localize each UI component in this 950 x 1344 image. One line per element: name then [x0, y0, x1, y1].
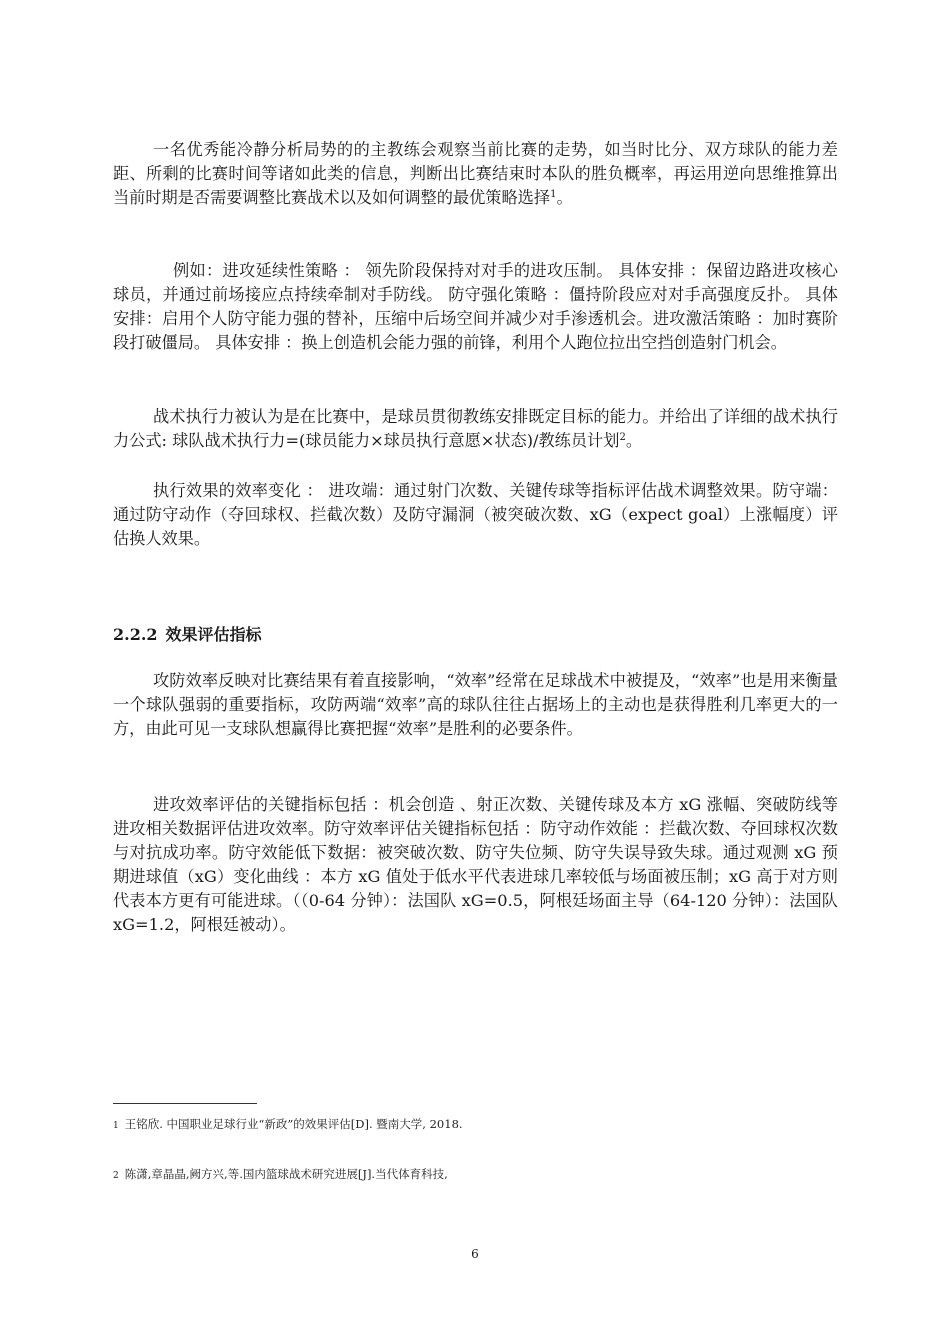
- paragraph-strategy-examples: 例如：进攻延续性策略 ： 领先阶段保持对对手的进攻压制。 具体安排 ：保留边路进攻核心球员，并通过前场接应点持续牵制对手防线。 防守强化策略 ：僵持阶段应对对手高强度反扑。 具体安排：启用个人防守能力强的替补，压缩中后场空间并减少对手渗透机会。进攻激活策略 ：加时赛阶段打破僵局。 具体安排 ：换上创造机会能力强的前锋，利用个人跑位拉出空挡创造射门机会。: [113, 261, 838, 352]
- footnote-number: 2: [113, 1171, 119, 1181]
- paragraph-end: 。: [556, 188, 573, 207]
- footnote-1: [113, 1116, 838, 1134]
- paragraph-strategy-analysis: [113, 138, 838, 210]
- paragraph-efficiency-importance: 攻防效率反映对比赛结果有着直接影响，“效率”经常在足球战术中被提及，“效率”也是用来衡量一个球队强弱的重要指标，攻防两端“效率”高的球队往往占据场上的主动也是获得胜利几率更大的一方，由此可见一支球队想赢得比赛把握“效率”是胜利的必要条件。: [113, 671, 838, 738]
- section-title: 效果评估指标: [165, 625, 262, 644]
- footnote-2: [113, 1166, 838, 1184]
- page-number: 6: [471, 1247, 479, 1261]
- footnote-text: 王铭欣. 中国职业足球行业“新政”的效果评估[D]. 暨南大学, 2018.: [124, 1117, 463, 1131]
- paragraph-text: 一名优秀能冷静分析局势的的主教练会观察当前比赛的走势，如当时比分、双方球队的能力差距、所剩的比赛时间等诸如此类的信息，判断出比赛结束时本队的胜负概率，再运用逆向思维推算出当前时期是否需要调整比赛战术以及如何调整的最优策略选择: [113, 140, 838, 207]
- footnote-separator: [113, 1103, 257, 1104]
- footnote-number: 1: [113, 1121, 119, 1131]
- section-number: 2.2.2: [113, 625, 158, 644]
- paragraph-efficiency-metrics: 进攻效率评估的关键指标包括 ：机会创造 、射正次数、关键传球及本方 xG 涨幅、突破防线等进攻相关数据评估进攻效率。防守效率评估关键指标包括 ：防守动作效能 ：拦截次数、夺回球权次数与对抗成功率。防守效能低下数据：被突破次数、防守失位频、防守失误导致失球。通过观测 xG 预期进球值（xG）变化曲线 ：本方 xG 值处于低水平代表进球几率较低与场面被压制；xG 高于对方则代表本方更有可能进球。（（0-64 分钟）：法国队 xG=0.5，阿根廷场面主导（64-120 分钟）：法国队 xG=1.2，阿根廷被动）。: [113, 795, 838, 934]
- paragraph-text: 战术执行力被认为是在比赛中，是球员贯彻教练安排既定目标的能力。并给出了详细的战术执行力公式: 球队战术执行力=(球员能力×球员执行意愿×状态)/教练员计划: [113, 407, 838, 450]
- footnote-ref-1[interactable]: 1: [550, 189, 557, 200]
- footnote-ref-2[interactable]: 2: [619, 432, 626, 443]
- footnote-text: 陈潇,章晶晶,阙方兴,等.国内篮球战术研究进展[J].当代体育科技,: [124, 1167, 448, 1181]
- paragraph-tactical-execution: [113, 405, 838, 453]
- paragraph-efficiency-change: 执行效果的效率变化 ： 进攻端：通过射门次数、关键传球等指标评估战术调整效果。防守端：通过防守动作（夺回球权、拦截次数）及防守漏洞（被突破次数、xG（expect goal）上涨幅度）评估换人效果。: [113, 481, 838, 548]
- paragraph-end: 。: [625, 431, 642, 450]
- section-heading: [113, 623, 262, 647]
